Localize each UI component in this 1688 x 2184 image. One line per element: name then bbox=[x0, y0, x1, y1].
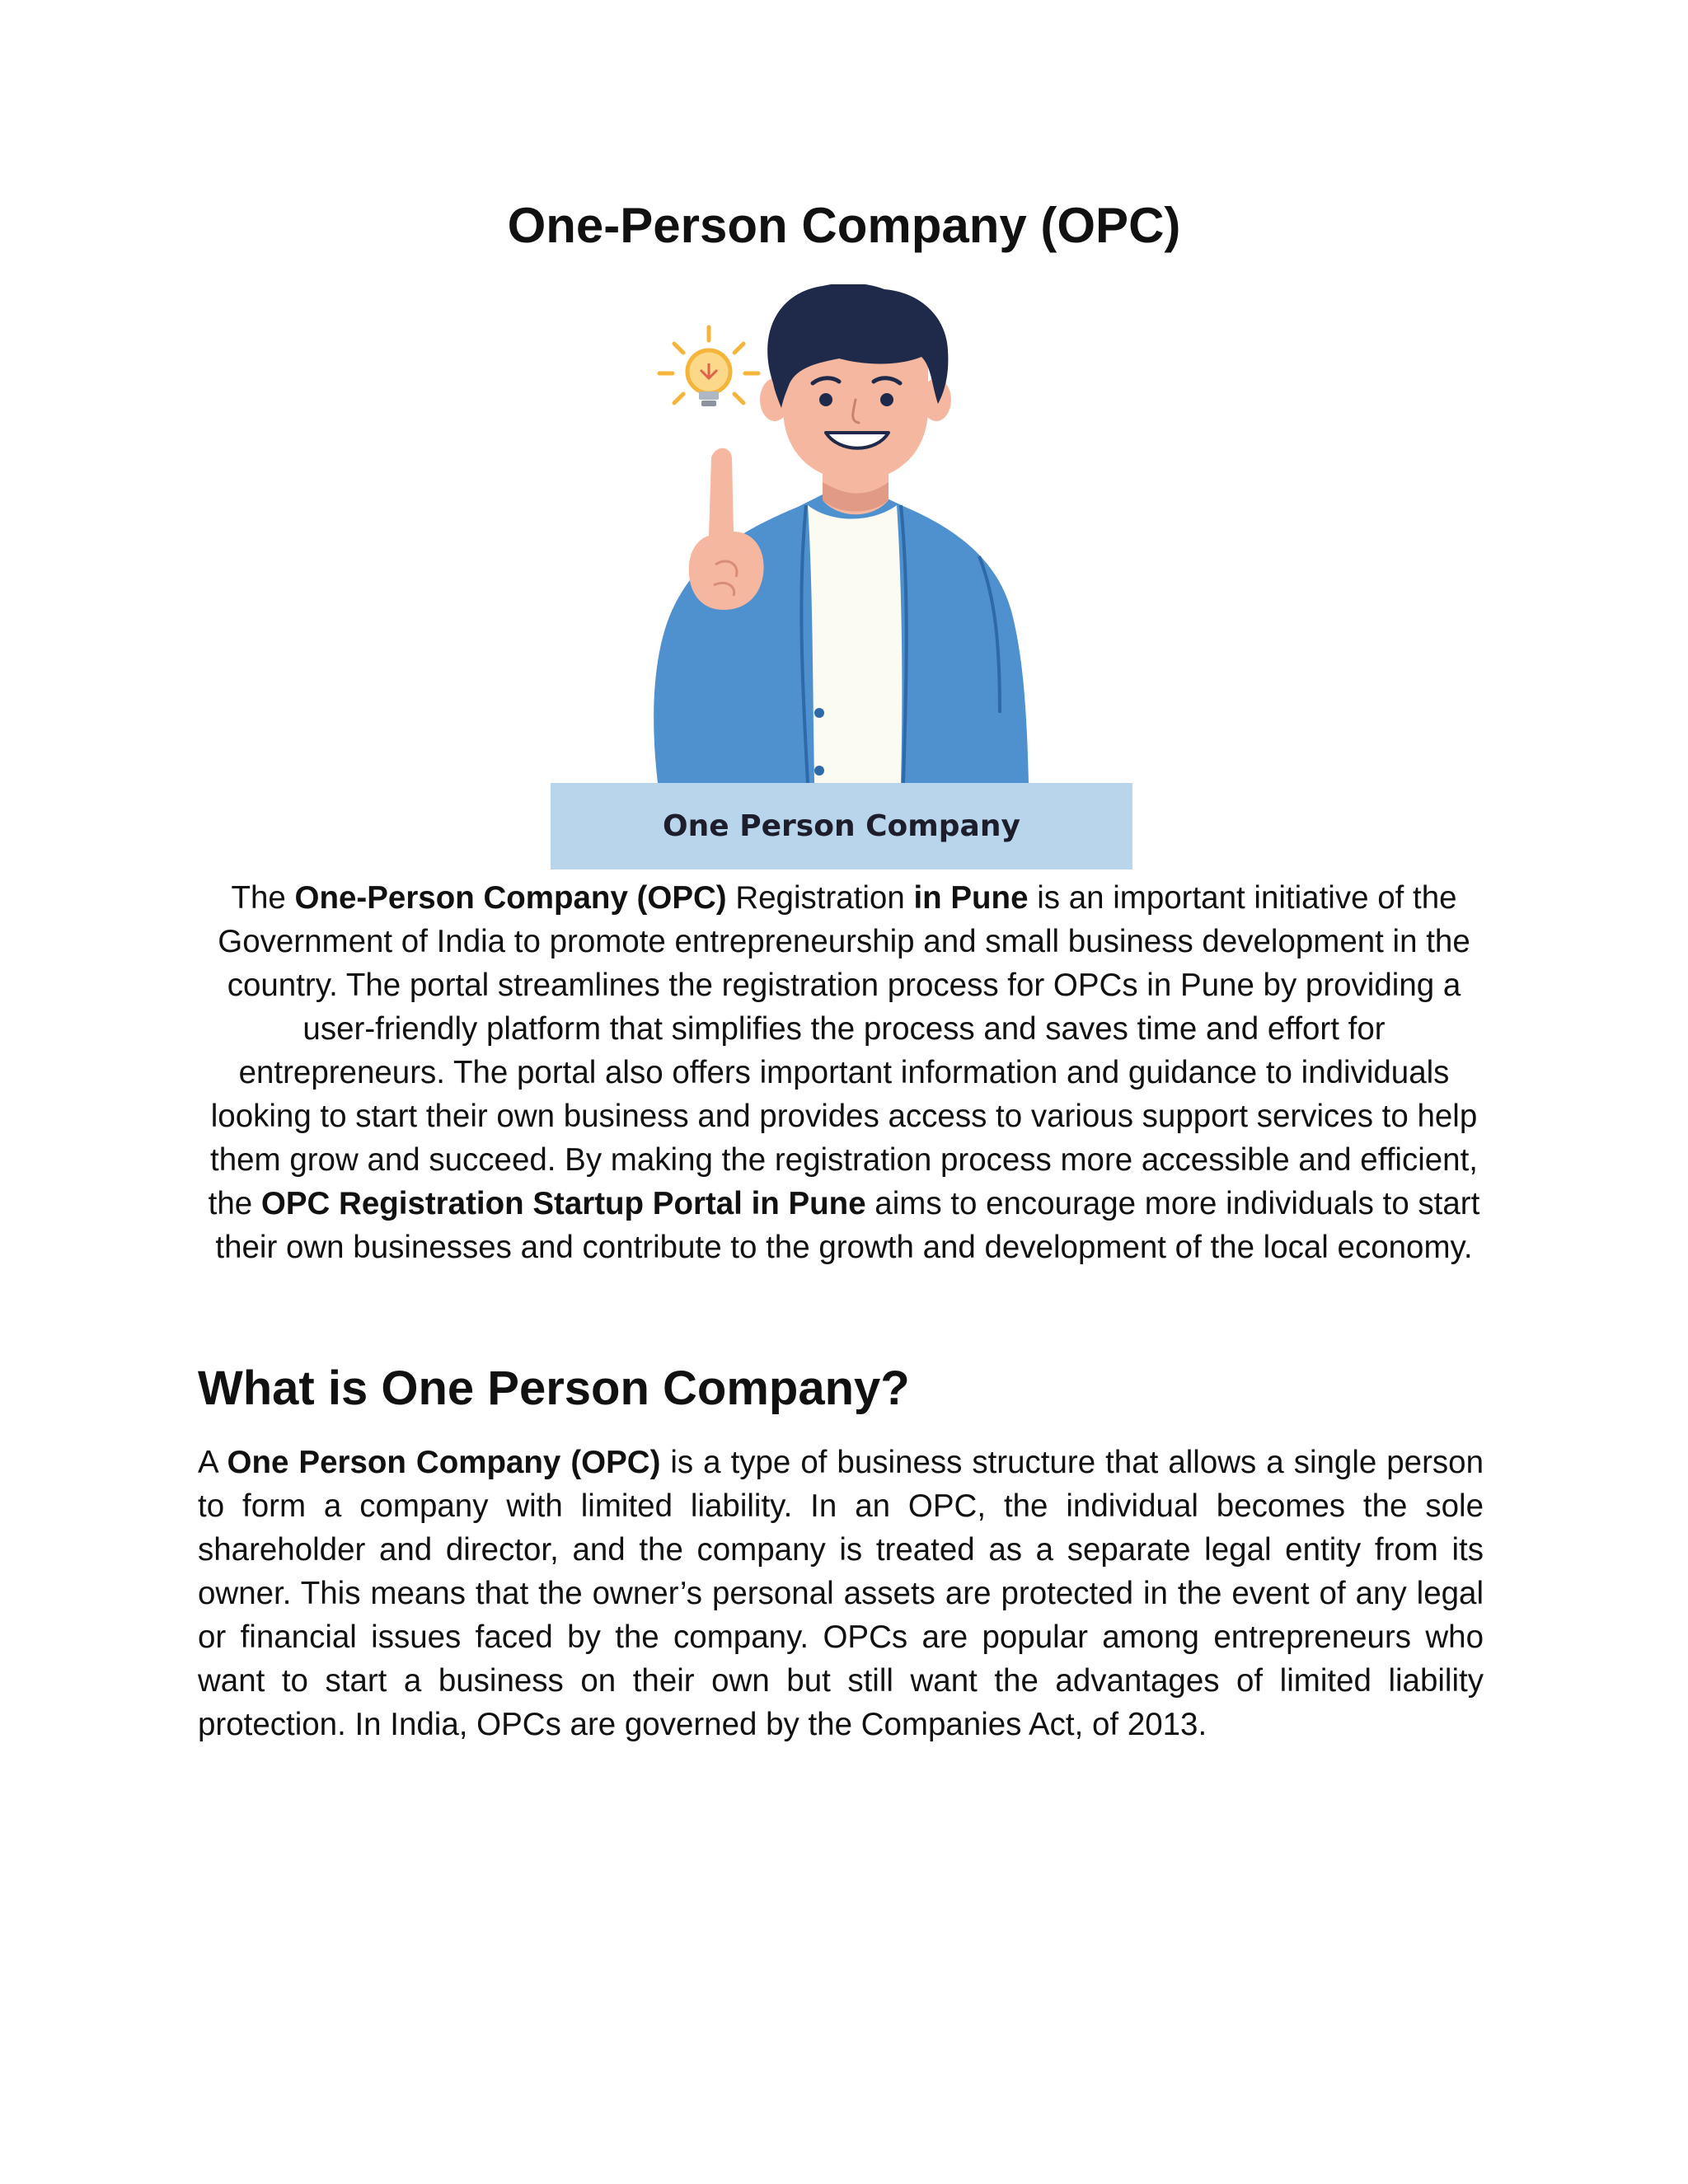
definition-bold-opc: One Person Company (OPC) bbox=[227, 1445, 661, 1480]
lightbulb-icon bbox=[659, 327, 758, 406]
intro-text-1: The bbox=[231, 880, 295, 916]
opc-illustration bbox=[551, 284, 1132, 869]
banner-label: One Person Company bbox=[663, 809, 1020, 843]
intro-text-3: is an important initiative of the Government of India to promote entrepreneurship and small business development in the country. The portal streamlines the registration process for OPCs in Pune by providing a user-friendly platform that simplifies the process and saves time and effort for entrepreneurs. The portal also offers important information and guidance to individuals looking to start their own business and provides access to various support services to help them grow and succeed. By making the registration process more accessible and efficient, the bbox=[208, 880, 1478, 1221]
intro-paragraph bbox=[198, 876, 1490, 1269]
definition-text-1: A bbox=[198, 1445, 227, 1480]
intro-bold-portal: OPC Registration Startup Portal in Pune bbox=[260, 1186, 866, 1221]
definition-paragraph bbox=[198, 1441, 1484, 1746]
intro-text-4: aims to encourage more individuals to start their own businesses and contribute to the growth and development of the local economy. bbox=[215, 1186, 1480, 1265]
intro-text-2: Registration bbox=[726, 880, 914, 916]
document-title: One-Person Company (OPC) bbox=[507, 198, 1181, 253]
person-illustration bbox=[551, 284, 1132, 869]
intro-bold-opc: One-Person Company (OPC) bbox=[294, 880, 727, 916]
intro-bold-pune: in Pune bbox=[913, 880, 1029, 916]
illustration-banner bbox=[551, 783, 1132, 869]
definition-text-2: is a type of business structure that allows a single person to form a company with limited liability. In an OPC, the individual becomes the sole shareholder and director, and the company is treated as a separate legal entity from its owner. This means that the owner’s personal assets are protected in the event of any legal or financial issues faced by the company. OPCs are popular among entrepreneurs who want to start a business on their own but still want the advantages of limited liability protection. In India, OPCs are governed by the Companies Act, of 2013. bbox=[198, 1445, 1484, 1742]
section-heading: What is One Person Company? bbox=[198, 1361, 910, 1415]
